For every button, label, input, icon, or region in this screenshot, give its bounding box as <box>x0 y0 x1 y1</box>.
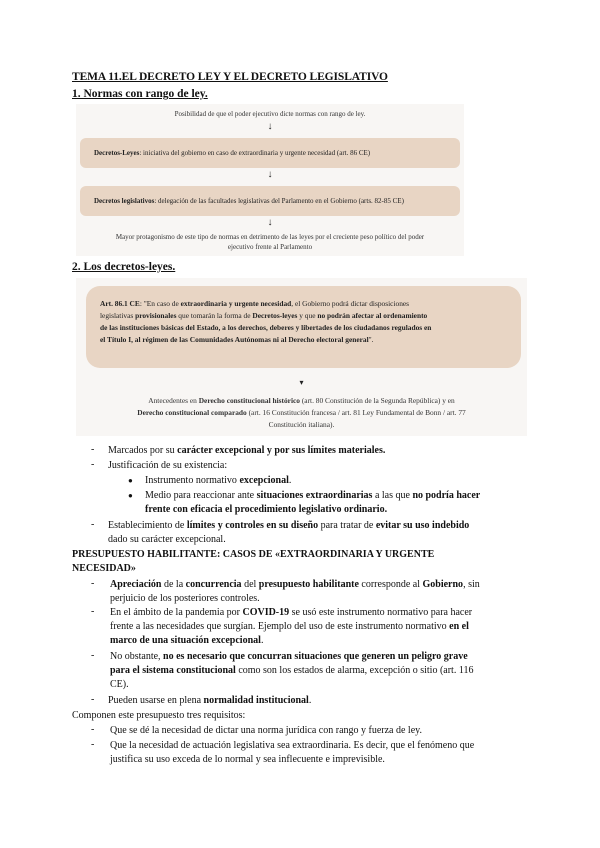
box-decretos-leyes <box>80 138 460 168</box>
text: Medio para reaccionar ante <box>145 490 257 501</box>
text: En el ámbito de la pandemia por <box>110 607 243 618</box>
bold-text: no podría hacer <box>412 490 481 501</box>
dash-marker: - <box>91 724 95 735</box>
bullet-icon: ● <box>128 476 133 485</box>
bold-text: situaciones extraordinarias <box>256 490 373 501</box>
dash-marker: - <box>91 459 95 470</box>
list-item <box>108 444 385 458</box>
ant-text: (art. 16 Constitución francesa / art. 81 Ley Fundamental de Bonn / art. 77 <box>246 408 466 417</box>
bold-text: normalidad institucional <box>203 695 309 706</box>
bold-text: carácter excepcional y por sus límites materiales. <box>177 445 386 456</box>
requisito-item: Que se dé la necesidad de dictar una norma jurídica con rango y fuerza de ley. <box>110 725 422 736</box>
list-item <box>108 519 469 533</box>
box-decretos-legislativos <box>80 186 460 216</box>
bold-text: evitar su uso indebido <box>375 520 470 531</box>
quote-bold: Decretos-leyes <box>252 311 298 320</box>
text: Pueden usarse en plena <box>108 695 204 706</box>
quote-art-86 <box>86 286 521 368</box>
text: se usó este instrumento normativo para hacer <box>289 607 473 618</box>
text: . <box>260 635 264 646</box>
presupuesto-heading <box>72 548 434 576</box>
bold-text: Apreciación <box>110 579 162 590</box>
list-item <box>110 650 473 692</box>
arrow-down-icon: ↓ <box>267 121 273 132</box>
text: No obstante, <box>110 651 164 662</box>
diagram-bottom-text <box>86 232 454 252</box>
quote-text: , el Gobierno podrá dictar disposiciones <box>291 299 410 308</box>
quote-text: que tomarán la forma de <box>176 311 253 320</box>
text: . <box>308 695 312 706</box>
dash-marker: - <box>91 519 95 530</box>
bold-text: no es necesario que concurran situaciones que generen un peligro grave <box>163 651 468 662</box>
arrow-down-icon: ↓ <box>267 169 273 180</box>
section-heading-normas: 1. Normas con rango de ley. <box>72 88 208 100</box>
diagram-top-text: Posibilidad de que el poder ejecutivo dicte normas con rango de ley. <box>174 110 366 118</box>
bold-text: concurrencia <box>185 579 242 590</box>
diagram-art-86 <box>76 278 527 436</box>
diagram-bottom-line: ejecutivo frente al Parlamento <box>227 243 313 251</box>
dash-marker: - <box>91 606 95 617</box>
quote-ref: Art. 86.1 CE <box>100 299 140 308</box>
requisito-item <box>110 739 474 767</box>
list-item <box>110 578 480 606</box>
dash-marker: - <box>91 739 95 750</box>
text: de la <box>161 579 186 590</box>
text: justifica su uso exceda de lo normal y sea inflecuente e imprevisible. <box>110 754 385 765</box>
bold-text: Gobierno <box>422 579 464 590</box>
quote-text: : "En caso de <box>139 299 181 308</box>
dash-marker: - <box>91 650 95 661</box>
dash-marker: - <box>91 694 95 705</box>
sub-list-item-cont <box>145 503 387 517</box>
diagram-normas-rango-ley <box>76 104 464 256</box>
bullet-icon: ● <box>128 491 133 500</box>
ant-bold: Derecho constitucional histórico <box>198 396 300 405</box>
text: Marcados por su <box>108 445 178 456</box>
quote-bold: provisionales <box>135 311 177 320</box>
sub-list-item <box>145 489 480 503</box>
bold-text: límites y controles en su diseño <box>186 520 319 531</box>
text: Establecimiento de <box>108 520 187 531</box>
text: frente a las necesidades que surgían. Ejemplo del uso de este instrumento normativo <box>110 621 450 632</box>
list-item <box>108 694 311 708</box>
text: Instrumento normativo <box>145 475 240 486</box>
heading-line: PRESUPUESTO HABILITANTE: CASOS DE «EXTRAORDINARIA Y URGENTE <box>72 549 435 560</box>
text: a las que <box>372 490 413 501</box>
text: . <box>288 475 292 486</box>
ant-text: (art. 80 Constitución de la Segunda República) y en <box>300 396 455 405</box>
diagram-bottom-line: Mayor protagonismo de este tipo de normas en detrimento de las leyes por el creciente peso político del poder <box>115 233 425 241</box>
text: , sin <box>463 579 480 590</box>
text: perjuicio de los posteriores controles. <box>110 593 260 604</box>
box-text: : delegación de las facultades legislativas del Parlamento en el Gobierno (arts. 82-85 CE) <box>154 197 404 205</box>
requisitos-intro: Componen este presupuesto tres requisitos: <box>72 710 246 721</box>
ant-text: Constitución italiana). <box>268 420 335 429</box>
bold-text: excepcional <box>239 475 289 486</box>
text: corresponde al <box>358 579 423 590</box>
quote-text: legislativas <box>100 311 136 320</box>
box-bold-label: Decretos-Leyes <box>94 149 140 157</box>
text: como son los estados de alarma, excepción o sitio (art. 116 <box>235 665 474 676</box>
list-item-cont: dado su carácter excepcional. <box>108 534 226 545</box>
heading-line: NECESIDAD» <box>72 563 136 574</box>
arrow-down-icon: ↓ <box>267 217 273 228</box>
box-bold-label: Decretos legislativos <box>94 197 155 205</box>
page-title: TEMA 11.EL DECRETO LEY Y EL DECRETO LEGISLATIVO <box>72 71 388 83</box>
box-text: : iniciativa del gobierno en caso de extraordinaria y urgente necesidad (art. 86 CE) <box>139 149 371 157</box>
bold-text: para el sistema constitucional <box>110 665 236 676</box>
text: CE). <box>110 679 129 690</box>
quote-text: y que <box>297 311 318 320</box>
ant-text: Antecedentes en <box>148 396 199 405</box>
text: Que la necesidad de actuación legislativa sea extraordinaria. Es decir, que el fenómeno que <box>110 740 475 751</box>
dash-marker: - <box>91 444 95 455</box>
ant-bold: Derecho constitucional comparado <box>137 408 247 417</box>
bold-text: presupuesto habilitante <box>258 579 359 590</box>
bold-text: frente con eficacia el procedimiento legislativo ordinario. <box>145 504 388 515</box>
section-heading-decretos-leyes: 2. Los decretos-leyes. <box>72 261 176 273</box>
bold-text: en el <box>449 621 469 632</box>
quote-bold: extraordinaria y urgente necesidad <box>180 299 292 308</box>
quote-bold: el Título I, al régimen de las Comunidades Autónomas ni al Derecho electoral general <box>100 335 369 344</box>
quote-text: ". <box>368 335 374 344</box>
text: del <box>241 579 259 590</box>
bold-text: COVID-19 <box>242 607 290 618</box>
arrow-down-icon: ▾ <box>299 378 304 387</box>
quote-bold: no podrán afectar al ordenamiento <box>317 311 428 320</box>
bold-text: marco de una situación excepcional <box>110 635 261 646</box>
sub-list-item <box>145 474 291 488</box>
list-item <box>110 606 472 648</box>
quote-bold: de las instituciones básicas del Estado, a los derechos, deberes y libertades de los ciudadanos regulados en <box>100 323 432 332</box>
list-item: Justificación de su existencia: <box>108 460 228 471</box>
dash-marker: - <box>91 578 95 589</box>
antecedentes-text <box>96 395 507 431</box>
text: para tratar de <box>318 520 376 531</box>
